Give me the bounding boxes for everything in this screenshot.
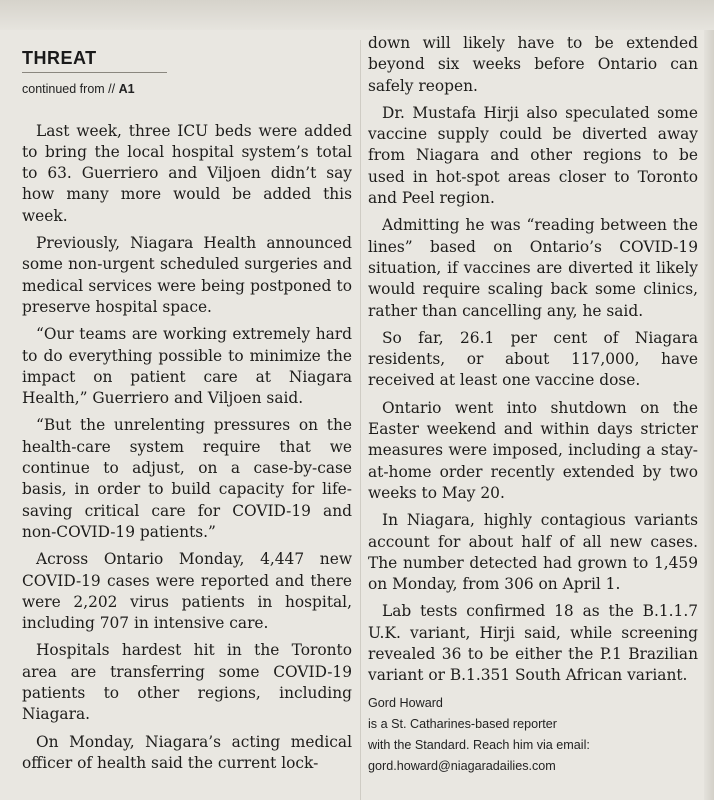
byline [368,693,698,777]
paragraph: Ontario went into shutdown on the Easter weekend and within days stricter measures were imposed, including a stay-at-home order recently extended by two weeks to May 20. [368,398,698,502]
right-column [368,0,698,800]
continued-prefix: continued from // [22,82,116,97]
paragraph: Lab tests confirmed 18 as the B.1.1.7 U.K. variant, Hirji said, while screening revealed 36 to be either the P.1 Brazilian variant or B.1.351 South African variant. [368,602,698,685]
paragraph: “Our teams are working extremely hard to do everything possible to minimize the impact on patient care at Niagara Health,” Guerriero and Viljoen said. [22,325,352,408]
paragraph: In Niagara, highly contagious variants account for about half of all new cases. The number detected had grown to 1,459 on Monday, from 306 on April 1. [368,511,698,594]
byline-line: with the Standard. Reach him via email: [368,737,590,752]
paragraph: On Monday, Niagara’s acting medical officer of health said the current lock- [22,732,352,772]
left-column [22,0,352,800]
article-header [22,0,352,101]
byline-email: gord.howard@niagaradailies.com [368,758,556,773]
paragraph: Last week, three ICU beds were added to bring the local hospital system’s total to 63. Guerriero and Viljoen didn’t say how many more would be added this week. [22,121,352,225]
paragraph: Across Ontario Monday, 4,447 new COVID-19 cases were reported and there were 2,202 virus patients in hospital, including 707 in intensive care. [22,550,352,633]
continued-page-ref: A1 [118,82,135,97]
paragraph: “But the unrelenting pressures on the health-care system require that we continue to adjust, on a case-by-case basis, in order to build capacity for life-saving critical care for COVID-19 and non-COVID-19 patients.” [22,416,352,541]
paragraph-continuation: down will likely have to be extended beyond six weeks before Ontario can safely reopen. [368,34,698,95]
byline-name: Gord Howard [368,695,443,710]
right-column-body [368,0,698,777]
paragraph: Hospitals hardest hit in the Toronto area are transferring some COVID-19 patients to other regions, including Niagara. [22,641,352,724]
column-divider [360,40,361,800]
paragraph: So far, 26.1 per cent of Niagara residents, or about 117,000, have received at least one vaccine dose. [368,328,698,390]
continued-from-line [22,79,352,100]
article-kicker: THREAT [22,48,167,73]
byline-line: is a St. Catharines-based reporter [368,716,557,731]
paragraph: Dr. Mustafa Hirji also speculated some vaccine supply could be diverted away from Niagara and other regions to be used in hot-spot areas closer to Toronto and Peel region. [368,103,698,208]
paragraph: Admitting he was “reading between the lines” based on Ontario’s COVID-19 situation, if vaccines are diverted it likely would require scaling back some clinics, rather than cancelling any, he said. [368,216,698,320]
paragraph: Previously, Niagara Health announced some non-urgent scheduled surgeries and medical services were being postponed to preserve hospital space. [22,234,352,316]
